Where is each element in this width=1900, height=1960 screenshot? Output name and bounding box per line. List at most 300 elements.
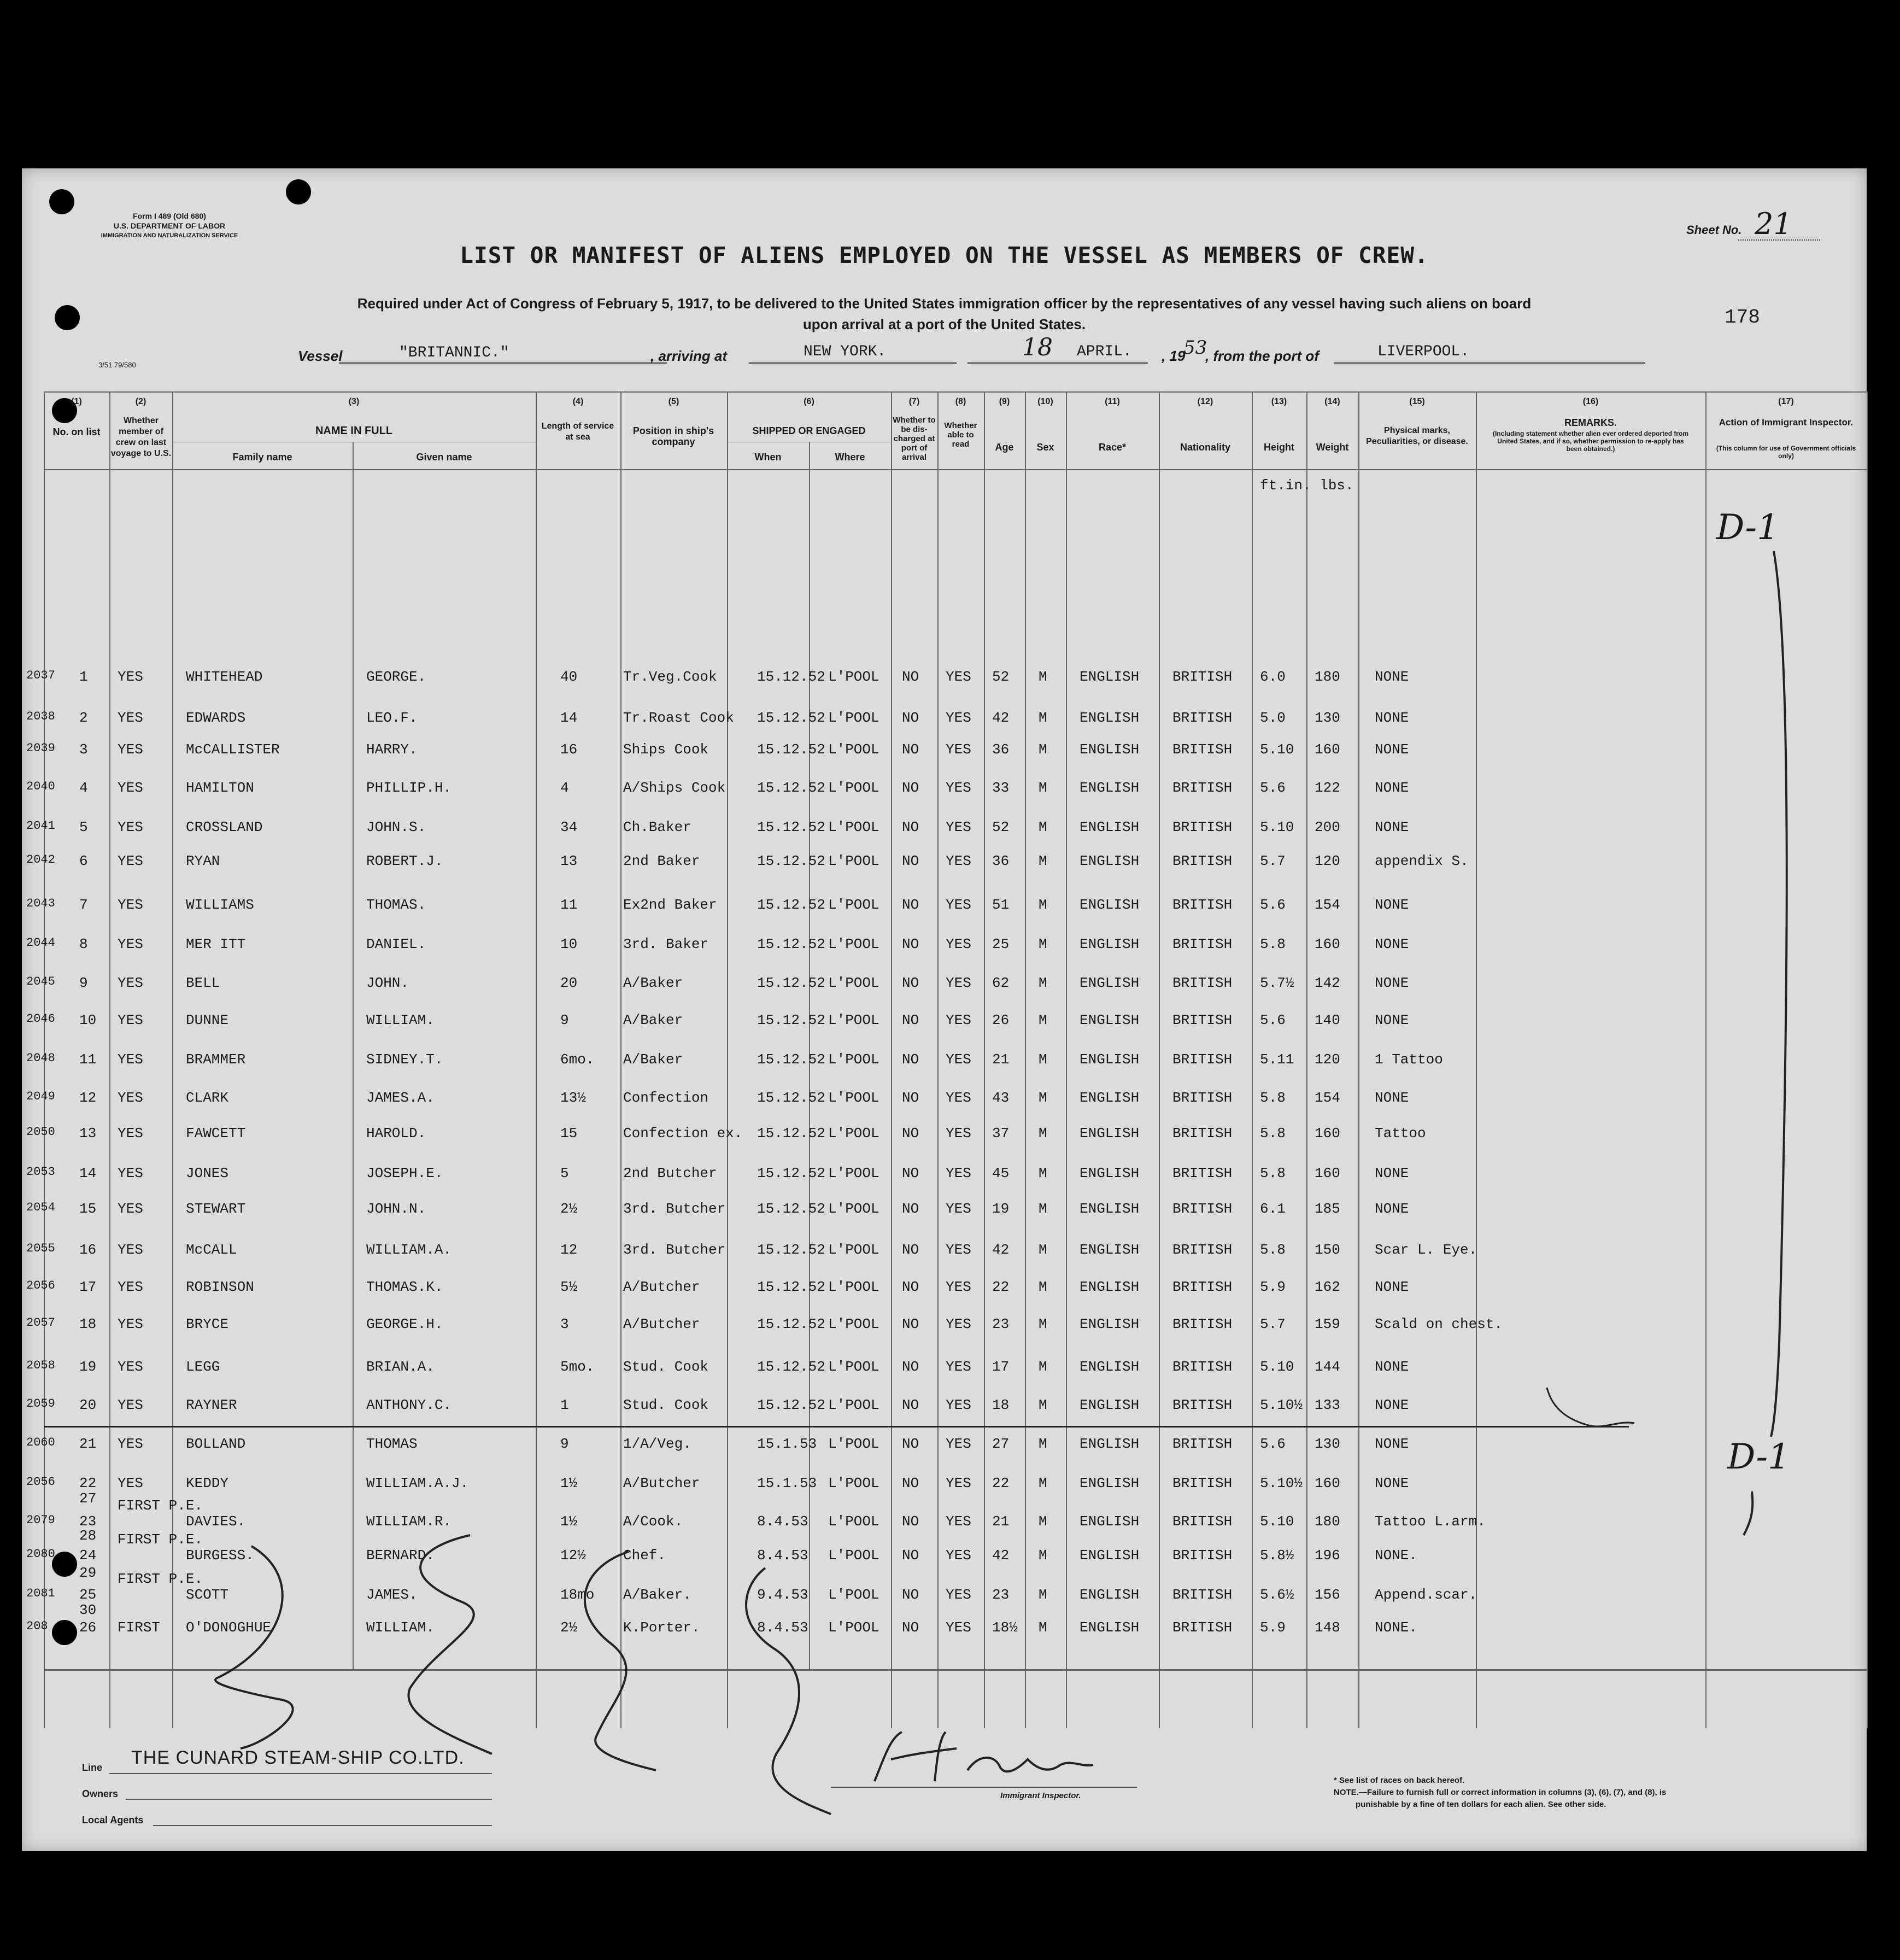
row-prev-voyage: YES <box>118 1125 143 1142</box>
row-physical-marks: Scar L. Eye. <box>1375 1242 1477 1258</box>
row-able-read: YES <box>946 897 971 913</box>
row-family-name: JONES <box>186 1165 229 1181</box>
row-sex: M <box>1039 1316 1047 1332</box>
row-sex: M <box>1039 1165 1047 1181</box>
row-race: ENGLISH <box>1080 1242 1140 1258</box>
row-shipped-when: 15.12.52 <box>757 1012 825 1028</box>
row-prev-voyage: FIRST P.E. <box>118 1531 203 1548</box>
row-discharged: NO <box>902 975 919 991</box>
row-shipped-when: 8.4.53 <box>757 1513 808 1530</box>
row-shipped-where: L'POOL <box>828 1359 879 1375</box>
row-ref-number: 2058 <box>26 1359 55 1372</box>
handwriting-strokes <box>22 168 1867 1851</box>
row-nationality: BRITISH <box>1172 853 1233 869</box>
row-prev-voyage: YES <box>118 1165 143 1181</box>
row-shipped-when: 15.12.52 <box>757 936 825 952</box>
row-position: 2nd Baker <box>623 853 700 869</box>
row-physical-marks: NONE <box>1375 741 1409 758</box>
row-length-service: 3 <box>560 1316 569 1332</box>
row-prev-voyage: YES <box>118 1279 143 1295</box>
row-race: ENGLISH <box>1080 1619 1140 1636</box>
row-sex: M <box>1039 780 1047 796</box>
row-given-name: HAROLD. <box>366 1125 426 1142</box>
row-physical-marks: NONE <box>1375 819 1409 835</box>
row-discharged: NO <box>902 1316 919 1332</box>
row-discharged: NO <box>902 741 919 758</box>
row-sex: M <box>1039 1587 1047 1603</box>
row-length-service: 1½ <box>560 1513 578 1530</box>
row-prev-voyage: YES <box>118 669 143 685</box>
row-nationality: BRITISH <box>1172 1279 1233 1295</box>
row-list-number: 18 <box>79 1316 97 1332</box>
row-shipped-where: L'POOL <box>828 1165 879 1181</box>
row-able-read: YES <box>946 1587 971 1603</box>
row-discharged: NO <box>902 1359 919 1375</box>
from-label: , from the port of <box>1205 348 1319 364</box>
row-list-number: 14 <box>79 1165 97 1181</box>
row-race: ENGLISH <box>1080 1279 1140 1295</box>
row-discharged: NO <box>902 1051 919 1068</box>
row-nationality: BRITISH <box>1172 1475 1233 1491</box>
col-header-service: Length of service at sea <box>541 422 614 442</box>
row-height: 5.10 <box>1260 1513 1294 1530</box>
row-nationality: BRITISH <box>1172 1051 1233 1068</box>
col-header-height: Height <box>1264 442 1294 453</box>
row-able-read: YES <box>946 1242 971 1258</box>
row-physical-marks: Tattoo <box>1375 1125 1426 1142</box>
row-ref-number: 2080 <box>26 1547 55 1561</box>
row-shipped-where: L'POOL <box>828 1242 879 1258</box>
row-physical-marks: NONE <box>1375 1279 1409 1295</box>
col-num-5: (5) <box>668 397 679 406</box>
subtitle-line-2: upon arrival at a port of the United States. <box>802 316 1086 332</box>
from-port: LIVERPOOL. <box>1377 343 1470 360</box>
row-physical-marks: NONE <box>1375 1397 1409 1413</box>
row-position: A/Baker <box>623 1012 683 1028</box>
row-ref-number: 2059 <box>26 1397 55 1411</box>
row-weight: 144 <box>1315 1359 1340 1375</box>
line-field <box>109 1773 492 1774</box>
row-height: 5.10 <box>1260 1359 1294 1375</box>
row-nationality: BRITISH <box>1172 1436 1233 1452</box>
row-discharged: NO <box>902 1279 919 1295</box>
row-able-read: YES <box>946 1359 971 1375</box>
row-list-number: 3 <box>79 741 88 758</box>
row-given-name: JAMES. <box>366 1587 418 1603</box>
line-label: Line <box>82 1762 103 1773</box>
row-nationality: BRITISH <box>1172 1242 1233 1258</box>
row-shipped-where: L'POOL <box>828 1051 879 1068</box>
row-length-service: 40 <box>560 669 578 685</box>
row-shipped-where: L'POOL <box>828 1436 879 1452</box>
row-shipped-where: L'POOL <box>828 1316 879 1332</box>
row-prev-voyage: YES <box>118 1359 143 1375</box>
col-num-15: (15) <box>1409 397 1425 406</box>
row-able-read: YES <box>946 1165 971 1181</box>
row-given-name: JOHN. <box>366 975 409 991</box>
col-header-action: Action of Immigrant Inspector. <box>1719 417 1854 428</box>
row-race: ENGLISH <box>1080 669 1140 685</box>
row-given-name: GEORGE.H. <box>366 1316 443 1332</box>
stamp-code: 3/51 79/580 <box>98 361 136 369</box>
row-prev-voyage: FIRST <box>118 1619 161 1636</box>
row-family-name: DAVIES. <box>186 1513 246 1530</box>
row-nationality: BRITISH <box>1172 1513 1233 1530</box>
row-height: 5.10½ <box>1260 1475 1303 1491</box>
row-discharged: NO <box>902 1397 919 1413</box>
row-discharged: NO <box>902 710 919 726</box>
row-age: 52 <box>992 669 1010 685</box>
row-given-name: JAMES.A. <box>366 1090 435 1106</box>
row-nationality: BRITISH <box>1172 1547 1233 1564</box>
empty-row-number: 30 <box>79 1602 97 1618</box>
row-sex: M <box>1039 853 1047 869</box>
line-value: THE CUNARD STEAM-SHIP CO.LTD. <box>131 1747 465 1768</box>
row-age: 42 <box>992 1547 1010 1564</box>
row-weight: 120 <box>1315 1051 1340 1068</box>
row-list-number: 26 <box>79 1619 97 1636</box>
row-family-name: McCALLISTER <box>186 741 280 758</box>
row-given-name: ANTHONY.C. <box>366 1397 452 1413</box>
row-shipped-where: L'POOL <box>828 669 879 685</box>
row-height: 5.8 <box>1260 1125 1286 1142</box>
row-discharged: NO <box>902 1547 919 1564</box>
row-given-name: JOHN.N. <box>366 1201 426 1217</box>
row-list-number: 2 <box>79 710 88 726</box>
row-length-service: 1½ <box>560 1475 578 1491</box>
row-ref-number: 2038 <box>26 710 55 723</box>
row-sex: M <box>1039 1051 1047 1068</box>
row-shipped-where: L'POOL <box>828 1513 879 1530</box>
row-family-name: BELL <box>186 975 220 991</box>
row-family-name: KEDDY <box>186 1475 229 1491</box>
col-header-position: Position in ship's company <box>632 425 714 447</box>
row-weight: 160 <box>1315 1125 1340 1142</box>
row-height: 5.8 <box>1260 936 1286 952</box>
row-family-name: CLARK <box>186 1090 229 1106</box>
row-height: 5.6 <box>1260 897 1286 913</box>
row-sex: M <box>1039 1397 1047 1413</box>
row-physical-marks: NONE <box>1375 710 1409 726</box>
inspector-mark-2: D-1 <box>1727 1437 1790 1477</box>
row-discharged: NO <box>902 1436 919 1452</box>
row-able-read: YES <box>946 853 971 869</box>
year-prefix: , 19 <box>1162 348 1186 364</box>
row-physical-marks: NONE <box>1375 1201 1409 1217</box>
row-sex: M <box>1039 1012 1047 1028</box>
row-height: 5.6 <box>1260 1436 1286 1452</box>
row-ref-number: 2049 <box>26 1090 55 1103</box>
row-height: 5.10½ <box>1260 1397 1303 1413</box>
row-length-service: 6mo. <box>560 1051 595 1068</box>
row-position: Confection ex. <box>623 1125 743 1142</box>
col-header-physical: Physical marks, Peculiarities, or disease. <box>1366 426 1468 446</box>
row-ref-number: 2044 <box>26 936 55 950</box>
row-sex: M <box>1039 669 1047 685</box>
row-length-service: 4 <box>560 780 569 796</box>
row-sex: M <box>1039 975 1047 991</box>
row-ref-number: 2053 <box>26 1165 55 1179</box>
row-discharged: NO <box>902 1242 919 1258</box>
row-nationality: BRITISH <box>1172 710 1233 726</box>
row-list-number: 20 <box>79 1397 97 1413</box>
row-discharged: NO <box>902 1619 919 1636</box>
row-prev-voyage: YES <box>118 1242 143 1258</box>
row-age: 51 <box>992 897 1010 913</box>
arrival-month: APRIL. <box>1077 343 1132 360</box>
row-age: 18 <box>992 1397 1010 1413</box>
row-height: 5.8 <box>1260 1165 1286 1181</box>
col-num-1: (1) <box>71 397 82 406</box>
row-nationality: BRITISH <box>1172 1201 1233 1217</box>
manifest-sheet <box>22 168 1867 1851</box>
col-header-where: Where <box>835 452 865 463</box>
row-shipped-when: 15.12.52 <box>757 819 825 835</box>
row-list-number: 23 <box>79 1513 97 1530</box>
row-shipped-when: 15.12.52 <box>757 780 825 796</box>
col-header-age: Age <box>995 442 1014 453</box>
row-given-name: WILLIAM.A.J. <box>366 1475 469 1491</box>
row-age: 18½ <box>992 1619 1018 1636</box>
col-num-13: (13) <box>1271 397 1287 406</box>
row-race: ENGLISH <box>1080 1201 1140 1217</box>
empty-row-number: 27 <box>79 1490 97 1507</box>
row-weight: 180 <box>1315 669 1340 685</box>
row-position: 3rd. Baker <box>623 936 709 952</box>
row-length-service: 1 <box>560 1397 569 1413</box>
row-ref-number: 2054 <box>26 1201 55 1214</box>
row-prev-voyage: YES <box>118 1475 143 1491</box>
row-sex: M <box>1039 1475 1047 1491</box>
empty-row-number: 29 <box>79 1565 97 1581</box>
row-ref-number: 2079 <box>26 1513 55 1527</box>
row-able-read: YES <box>946 1279 971 1295</box>
col-num-14: (14) <box>1324 397 1340 406</box>
row-able-read: YES <box>946 819 971 835</box>
col-header-discharged: Whether to be dis-charged at port of arrival <box>893 416 936 462</box>
row-shipped-where: L'POOL <box>828 1475 879 1491</box>
row-shipped-where: L'POOL <box>828 1201 879 1217</box>
row-ref-number: 2048 <box>26 1051 55 1065</box>
row-physical-marks: NONE <box>1375 936 1409 952</box>
row-ref-number: 2056 <box>26 1279 55 1292</box>
row-height: 5.9 <box>1260 1279 1286 1295</box>
row-age: 62 <box>992 975 1010 991</box>
row-list-number: 22 <box>79 1475 97 1491</box>
inspector-field <box>831 1787 1137 1788</box>
inspector-label: Immigrant Inspector. <box>1000 1791 1081 1800</box>
row-length-service: 13½ <box>560 1090 586 1106</box>
row-race: ENGLISH <box>1080 1359 1140 1375</box>
row-family-name: MER ITT <box>186 936 246 952</box>
col-header-race: Race* <box>1098 442 1127 453</box>
row-shipped-where: L'POOL <box>828 1587 879 1603</box>
row-prev-voyage: YES <box>118 1090 143 1106</box>
row-nationality: BRITISH <box>1172 780 1233 796</box>
row-shipped-when: 15.12.52 <box>757 669 825 685</box>
col-num-4: (4) <box>572 397 584 406</box>
col-header-weight: Weight <box>1316 442 1349 453</box>
row-given-name: BERNARD. <box>366 1547 435 1564</box>
row-shipped-where: L'POOL <box>828 897 879 913</box>
col-header-shipped: SHIPPED OR ENGAGED <box>752 425 866 436</box>
row-physical-marks: NONE <box>1375 1165 1409 1181</box>
row-prev-voyage: YES <box>118 1201 143 1217</box>
row-sex: M <box>1039 1201 1047 1217</box>
row-nationality: BRITISH <box>1172 1397 1233 1413</box>
row-shipped-when: 15.1.53 <box>757 1436 817 1452</box>
row-ref-number: 2037 <box>26 669 55 682</box>
row-able-read: YES <box>946 710 971 726</box>
row-ref-number: 2057 <box>26 1316 55 1330</box>
manifest-title: LIST OR MANIFEST OF ALIENS EMPLOYED ON THE VESSEL AS MEMBERS OF CREW. <box>460 242 1429 268</box>
row-discharged: NO <box>902 1165 919 1181</box>
row-race: ENGLISH <box>1080 1475 1140 1491</box>
row-prev-voyage: YES <box>118 710 143 726</box>
row-shipped-when: 15.12.52 <box>757 1359 825 1375</box>
row-sex: M <box>1039 710 1047 726</box>
row-able-read: YES <box>946 1012 971 1028</box>
row-given-name: THOMAS.K. <box>366 1279 443 1295</box>
row-family-name: ROBINSON <box>186 1279 254 1295</box>
row-able-read: YES <box>946 1619 971 1636</box>
row-list-number: 13 <box>79 1125 97 1142</box>
col-num-3: (3) <box>348 397 360 406</box>
row-nationality: BRITISH <box>1172 897 1233 913</box>
row-given-name: THOMAS. <box>366 897 426 913</box>
inspector-signature <box>853 1721 1126 1792</box>
row-able-read: YES <box>946 936 971 952</box>
row-shipped-where: L'POOL <box>828 1090 879 1106</box>
row-shipped-when: 15.12.52 <box>757 1242 825 1258</box>
row-list-number: 17 <box>79 1279 97 1295</box>
row-weight: 140 <box>1315 1012 1340 1028</box>
row-physical-marks: appendix S. <box>1375 853 1469 869</box>
row-weight: 148 <box>1315 1619 1340 1636</box>
row-prev-voyage: YES <box>118 780 143 796</box>
col-num-8: (8) <box>955 397 966 406</box>
races-note: * See list of races on back hereof. <box>1334 1776 1465 1785</box>
row-position: A/Baker <box>623 1051 683 1068</box>
row-prev-voyage: YES <box>118 819 143 835</box>
row-prev-voyage: YES <box>118 1051 143 1068</box>
row-prev-voyage: YES <box>118 936 143 952</box>
row-shipped-when: 15.12.52 <box>757 1201 825 1217</box>
row-height: 5.7 <box>1260 1316 1286 1332</box>
row-discharged: NO <box>902 897 919 913</box>
row-race: ENGLISH <box>1080 819 1140 835</box>
row-position: 3rd. Butcher <box>623 1242 726 1258</box>
row-list-number: 24 <box>79 1547 97 1564</box>
col-header-last-voyage: Whether member of crew on last voyage to U.S. <box>110 416 172 458</box>
row-height: 5.8½ <box>1260 1547 1294 1564</box>
row-prev-voyage: YES <box>118 897 143 913</box>
row-length-service: 18mo <box>560 1587 595 1603</box>
row-list-number: 16 <box>79 1242 97 1258</box>
row-sex: M <box>1039 1125 1047 1142</box>
row-length-service: 11 <box>560 897 578 913</box>
row-sex: M <box>1039 1359 1047 1375</box>
row-shipped-when: 15.12.52 <box>757 1125 825 1142</box>
row-prev-voyage: YES <box>118 1397 143 1413</box>
row-height: 5.8 <box>1260 1242 1286 1258</box>
row-shipped-when: 15.12.52 <box>757 710 825 726</box>
row-family-name: McCALL <box>186 1242 237 1258</box>
row-shipped-where: L'POOL <box>828 936 879 952</box>
row-length-service: 2½ <box>560 1201 578 1217</box>
row-shipped-when: 9.4.53 <box>757 1587 808 1603</box>
row-height: 6.0 <box>1260 669 1286 685</box>
row-able-read: YES <box>946 1513 971 1530</box>
row-given-name: ROBERT.J. <box>366 853 443 869</box>
row-shipped-where: L'POOL <box>828 1012 879 1028</box>
row-length-service: 5½ <box>560 1279 578 1295</box>
row-prev-voyage: YES <box>118 741 143 758</box>
row-age: 42 <box>992 1242 1010 1258</box>
row-height: 5.11 <box>1260 1051 1294 1068</box>
row-sex: M <box>1039 1547 1047 1564</box>
row-discharged: NO <box>902 1201 919 1217</box>
agents-field <box>153 1825 492 1826</box>
row-discharged: NO <box>902 780 919 796</box>
row-age: 42 <box>992 710 1010 726</box>
page-number: 178 <box>1725 306 1760 329</box>
row-shipped-where: L'POOL <box>828 853 879 869</box>
row-family-name: WHITEHEAD <box>186 669 263 685</box>
row-height: 5.10 <box>1260 741 1294 758</box>
penalty-note-1: NOTE.—Failure to furnish full or correct information in columns (3), (6), (7), and (8), is <box>1334 1788 1667 1797</box>
row-sex: M <box>1039 1242 1047 1258</box>
row-ref-number: 2060 <box>26 1436 55 1449</box>
row-able-read: YES <box>946 975 971 991</box>
row-age: 19 <box>992 1201 1010 1217</box>
row-family-name: SCOTT <box>186 1587 229 1603</box>
row-discharged: NO <box>902 853 919 869</box>
row-given-name: WILLIAM. <box>366 1619 435 1636</box>
row-family-name: BOLLAND <box>186 1436 246 1452</box>
row-length-service: 9 <box>560 1436 569 1452</box>
row-length-service: 16 <box>560 741 578 758</box>
row-physical-marks: Scald on chest. <box>1375 1316 1503 1332</box>
inspector-mark-1: D-1 <box>1716 507 1779 548</box>
row-family-name: HAMILTON <box>186 780 254 796</box>
row-physical-marks: Append.scar. <box>1375 1587 1477 1603</box>
row-list-number: 25 <box>79 1587 97 1603</box>
row-given-name: SIDNEY.T. <box>366 1051 443 1068</box>
row-weight: 160 <box>1315 936 1340 952</box>
row-height: 5.6 <box>1260 1012 1286 1028</box>
row-discharged: NO <box>902 1090 919 1106</box>
row-shipped-when: 15.12.52 <box>757 1397 825 1413</box>
row-position: Tr.Roast Cook <box>623 710 734 726</box>
row-given-name: JOHN.S. <box>366 819 426 835</box>
arriving-port: NEW YORK. <box>804 343 887 360</box>
row-physical-marks: NONE <box>1375 1475 1409 1491</box>
row-shipped-when: 15.12.52 <box>757 741 825 758</box>
row-weight: 120 <box>1315 853 1340 869</box>
row-race: ENGLISH <box>1080 1397 1140 1413</box>
row-weight: 122 <box>1315 780 1340 796</box>
row-prev-voyage: YES <box>118 1012 143 1028</box>
row-ref-number: 2050 <box>26 1125 55 1139</box>
row-age: 17 <box>992 1359 1010 1375</box>
row-age: 21 <box>992 1051 1010 1068</box>
row-age: 45 <box>992 1165 1010 1181</box>
row-shipped-when: 15.12.52 <box>757 1090 825 1106</box>
row-weight: 160 <box>1315 741 1340 758</box>
service-name: IMMIGRATION AND NATURALIZATION SERVICE <box>101 232 238 239</box>
row-given-name: WILLIAM.R. <box>366 1513 452 1530</box>
